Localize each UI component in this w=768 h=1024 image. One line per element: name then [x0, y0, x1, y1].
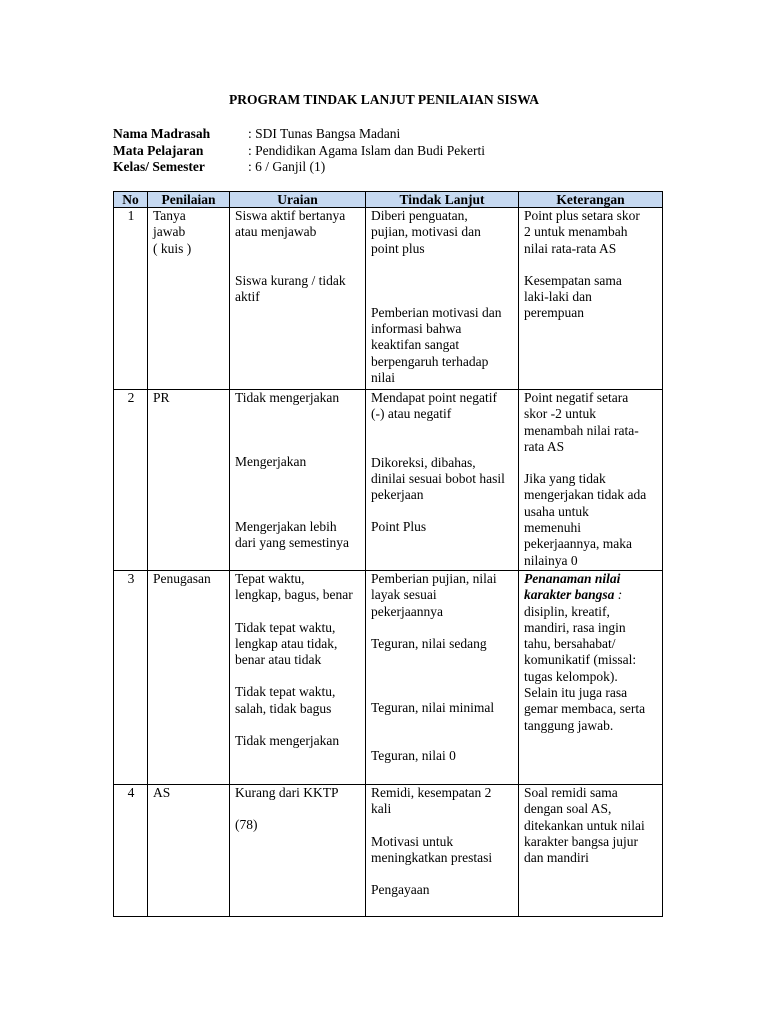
- info-label: Mata Pelajaran: [113, 142, 204, 158]
- table-row: [114, 208, 663, 390]
- cell-line: Teguran, nilai sedang: [371, 635, 487, 651]
- cell-line: Teguran, nilai minimal: [371, 700, 495, 716]
- cell-line: (78): [235, 817, 258, 833]
- cell-line: gemar membaca, serta: [524, 701, 646, 717]
- cell-line: meningkatkan prestasi: [371, 849, 493, 865]
- cell-line: memenuhi: [524, 520, 581, 536]
- blank-line: [371, 668, 514, 684]
- cell-line: Jika yang tidak: [524, 471, 606, 487]
- blank-line: [371, 439, 514, 455]
- info-value: : 6 / Ganjil (1): [248, 159, 326, 174]
- cell-line: point plus: [371, 240, 425, 256]
- cell-line: Kurang dari KKTP: [235, 785, 339, 800]
- cell-line: Point plus setara skor: [524, 208, 640, 223]
- cell-line: pekerjaan: [371, 487, 424, 503]
- blank-line: [371, 289, 514, 305]
- cell-line: rata AS: [524, 438, 565, 454]
- cell-line: Penugasan: [153, 571, 211, 586]
- blank-line: [371, 273, 514, 289]
- cell-line: Pengayaan: [371, 882, 430, 898]
- cell-line: nilainya 0: [524, 552, 578, 568]
- cell-uraian: [230, 208, 366, 390]
- info-row-mapel: [113, 143, 485, 160]
- cell-line: Tepat waktu,: [235, 571, 305, 586]
- blank-line: [371, 257, 514, 273]
- cell-line: skor -2 untuk: [524, 406, 596, 422]
- cell-line: pekerjaannya: [371, 603, 443, 619]
- cell-uraian: [230, 390, 366, 571]
- header-no: No: [114, 192, 148, 208]
- cell-line: laki-laki dan: [524, 289, 592, 305]
- blank-line: [371, 684, 514, 700]
- cell-line: dan mandiri: [524, 850, 589, 866]
- header-tindak-lanjut: Tindak Lanjut: [366, 192, 519, 208]
- cell-line: ( kuis ): [153, 240, 192, 256]
- blank-line: [524, 257, 658, 273]
- cell-line: menambah nilai rata-: [524, 422, 639, 438]
- blank-line: [235, 668, 361, 684]
- cell-line: mandiri, rasa ingin: [524, 619, 626, 635]
- cell-tindak-lanjut: [366, 390, 519, 571]
- cell-line: aktif: [235, 288, 260, 304]
- blank-line: [235, 503, 361, 519]
- cell-line: pujian, motivasi dan: [371, 224, 481, 240]
- table-row: [114, 571, 663, 785]
- info-value: : Pendidikan Agama Islam dan Budi Pekerti: [248, 142, 485, 158]
- cell-line: dari yang semestinya: [235, 534, 349, 550]
- assessment-table: [113, 191, 663, 917]
- cell-line: kali: [371, 801, 392, 817]
- blank-line: [235, 241, 361, 257]
- cell-line: nilai: [371, 370, 395, 386]
- cell-line: 2 untuk menambah: [524, 224, 628, 240]
- blank-line: [235, 487, 361, 503]
- cell-line: salah, tidak bagus: [235, 700, 332, 716]
- cell-line: (-) atau negatif: [371, 406, 452, 422]
- cell-line: Tanya: [153, 208, 186, 223]
- cell-line: Tidak mengerjakan: [235, 390, 340, 405]
- cell-no: 4: [114, 785, 148, 917]
- cell-penilaian: [148, 571, 230, 785]
- info-label: Nama Madrasah: [113, 126, 211, 141]
- blank-line: [235, 471, 361, 487]
- cell-keterangan: [519, 208, 663, 390]
- cell-line: atau menjawab: [235, 224, 317, 240]
- table-row: [114, 390, 663, 571]
- cell-keterangan: [519, 571, 663, 785]
- document-title: PROGRAM TINDAK LANJUT PENILAIAN SISWA: [228, 92, 540, 107]
- blank-line: [371, 423, 514, 439]
- cell-line: Dikoreksi, dibahas,: [371, 454, 476, 470]
- keterangan-emphasis-1: Penanaman nilai: [524, 571, 621, 586]
- cell-keterangan: [519, 785, 663, 917]
- blank-line: [235, 422, 361, 438]
- cell-penilaian: [148, 208, 230, 390]
- header-keterangan: Keterangan: [519, 192, 663, 208]
- cell-no: 3: [114, 571, 148, 785]
- cell-line: tanggung jawab.: [524, 717, 614, 733]
- blank-line: [371, 716, 514, 732]
- cell-no: 2: [114, 390, 148, 571]
- blank-line: [371, 503, 514, 519]
- header-penilaian: Penilaian: [148, 192, 230, 208]
- cell-line: lengkap, bagus, benar: [235, 587, 353, 603]
- header-uraian: Uraian: [230, 192, 366, 208]
- cell-line: tugas kelompok).: [524, 668, 618, 684]
- cell-line: berpengaruh terhadap: [371, 353, 489, 369]
- cell-line: Teguran, nilai 0: [371, 748, 456, 764]
- cell-uraian: [230, 785, 366, 917]
- cell-line: perempuan: [524, 305, 584, 321]
- blank-line: [371, 652, 514, 668]
- info-row-madrasah: [113, 126, 485, 143]
- cell-tindak-lanjut: [366, 571, 519, 785]
- info-value: : SDI Tunas Bangsa Madani: [248, 126, 401, 141]
- cell-line: Mendapat point negatif: [371, 390, 497, 405]
- blank-line: [524, 455, 658, 471]
- cell-no: 1: [114, 208, 148, 390]
- cell-line: Tidak tepat waktu,: [235, 684, 336, 700]
- cell-line: layak sesuai: [371, 587, 437, 603]
- cell-line: karakter bangsa jujur: [524, 833, 638, 849]
- table-header-row: [114, 192, 663, 208]
- keterangan-body: [524, 604, 658, 734]
- cell-line: Diberi penguatan,: [371, 208, 468, 223]
- cell-line: Remidi, kesempatan 2: [371, 785, 492, 800]
- cell-penilaian: [148, 390, 230, 571]
- cell-line: dengan soal AS,: [524, 801, 612, 817]
- cell-line: PR: [153, 390, 170, 405]
- cell-line: Tidak mengerjakan: [235, 733, 340, 749]
- cell-line: Pemberian pujian, nilai: [371, 571, 497, 586]
- cell-line: Pemberian motivasi dan: [371, 304, 502, 320]
- table-row: [114, 785, 663, 917]
- blank-line: [371, 620, 514, 636]
- blank-line: [371, 818, 514, 834]
- cell-line: Mengerjakan: [235, 454, 307, 470]
- cell-line: Tidak tepat waktu,: [235, 619, 336, 635]
- cell-line: Point negatif setara: [524, 390, 629, 405]
- cell-line: Motivasi untuk: [371, 833, 454, 849]
- cell-line: tahu, bersahabat/: [524, 636, 616, 652]
- cell-line: ditekankan untuk nilai: [524, 817, 645, 833]
- cell-line: benar atau tidak: [235, 652, 322, 668]
- cell-line: Soal remidi sama: [524, 785, 618, 800]
- cell-line: Selain itu juga rasa: [524, 685, 628, 701]
- cell-line: Point Plus: [371, 519, 427, 535]
- cell-tindak-lanjut: [366, 208, 519, 390]
- blank-line: [235, 604, 361, 620]
- cell-line: Kesempatan sama: [524, 272, 622, 288]
- info-row-kelas: [113, 159, 485, 176]
- cell-line: pekerjaannya, maka: [524, 536, 632, 552]
- blank-line: [235, 257, 361, 273]
- cell-keterangan: [519, 390, 663, 571]
- cell-line: mengerjakan tidak ada: [524, 487, 647, 503]
- cell-line: informasi bahwa: [371, 321, 462, 337]
- document-info: [113, 126, 485, 176]
- blank-line: [235, 801, 361, 817]
- blank-line: [371, 732, 514, 748]
- cell-tindak-lanjut: [366, 785, 519, 917]
- cell-line: AS: [153, 785, 171, 800]
- blank-line: [371, 866, 514, 882]
- cell-line: Siswa kurang / tidak: [235, 272, 346, 288]
- info-label: Kelas/ Semester: [113, 159, 205, 174]
- blank-line: [235, 438, 361, 454]
- cell-line: jawab: [153, 224, 186, 240]
- cell-line: dinilai sesuai bobot hasil: [371, 470, 505, 486]
- cell-line: lengkap atau tidak,: [235, 635, 338, 651]
- cell-line: komunikatif (missal:: [524, 652, 637, 668]
- cell-uraian: [230, 571, 366, 785]
- keterangan-colon: :: [614, 587, 623, 603]
- cell-line: usaha untuk: [524, 503, 589, 519]
- cell-line: keaktifan sangat: [371, 337, 460, 353]
- cell-line: disiplin, kreatif,: [524, 603, 610, 619]
- cell-line: Siswa aktif bertanya: [235, 208, 346, 223]
- cell-penilaian: [148, 785, 230, 917]
- cell-line: Mengerjakan lebih: [235, 518, 337, 534]
- blank-line: [235, 717, 361, 733]
- keterangan-emphasis-2: karakter bangsa: [524, 587, 615, 603]
- cell-line: nilai rata-rata AS: [524, 240, 617, 256]
- blank-line: [235, 406, 361, 422]
